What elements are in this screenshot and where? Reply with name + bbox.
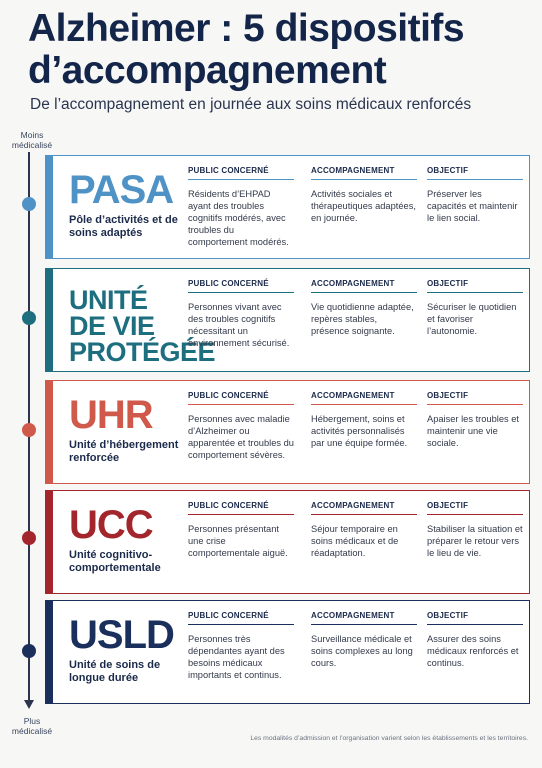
col-head-objectif: OBJECTIF: [427, 279, 523, 293]
col-head-accompagnement: ACCOMPAGNEMENT: [311, 279, 417, 293]
device-full-name: Unité d’hébergement renforcée: [69, 439, 179, 464]
col-head-public: PUBLIC CONCERNÉ: [188, 501, 294, 515]
col-head-public: PUBLIC CONCERNÉ: [188, 611, 294, 625]
device-full-name: Unité de soins de longue durée: [69, 659, 161, 684]
card-usld: [45, 600, 530, 704]
device-abbr: UHR: [69, 393, 153, 437]
col-accompagnement: Vie quotidienne adaptée, repères stables, présence soignante.: [311, 302, 414, 336]
arrow-down-icon: [24, 700, 34, 709]
timeline-dot-usld: [22, 644, 36, 658]
card-unite-de-vie-protegee: [45, 268, 530, 372]
col-head-public: PUBLIC CONCERNÉ: [188, 391, 294, 405]
col-accompagnement: Surveillance médicale et soins complexes au long cours.: [311, 634, 413, 668]
col-objectif: Stabiliser la situation et préparer le retour vers le lieu de vie.: [427, 524, 523, 558]
footnote: Les modalités d’admission et l’organisation varient selon les établissements et les territoires.: [250, 735, 528, 742]
col-head-public: PUBLIC CONCERNÉ: [188, 166, 294, 180]
col-head-objectif: OBJECTIF: [427, 391, 523, 405]
device-abbr: UCC: [69, 503, 153, 547]
timeline-dot-ucc: [22, 531, 36, 545]
card-pasa: [45, 155, 530, 259]
axis-bottom-label: [4, 716, 60, 736]
col-accompagnement: Activités sociales et thérapeutiques adaptées, en journée.: [311, 189, 416, 223]
col-head-objectif: OBJECTIF: [427, 501, 523, 515]
col-objectif: Assurer des soins médicaux renforcés et continus.: [427, 634, 519, 668]
axis-bottom-line-1: Plus: [23, 716, 41, 726]
title-line-1: Alzheimer : 5 dispositifs: [28, 7, 465, 50]
device-abbr: USLD: [69, 613, 174, 657]
axis-top-line-1: Moins: [20, 130, 44, 140]
col-public: Personnes vivant avec des troubles cognitifs nécessitant un environnement sécurisé.: [188, 302, 290, 348]
title-line-2: d’accompagnement: [28, 49, 387, 92]
col-head-accompagnement: ACCOMPAGNEMENT: [311, 166, 417, 180]
page-subtitle: De l’accompagnement en journée aux soins médicaux renforcés: [30, 96, 472, 113]
device-abbr-line-1: UNITÉ: [69, 285, 148, 315]
col-public: Personnes avec maladie d’Alzheimer ou apparentée et troubles du comportement sévères.: [188, 414, 294, 460]
col-public: Personnes présentant une crise comportementale aiguë.: [188, 524, 288, 558]
col-head-objectif: OBJECTIF: [427, 611, 523, 625]
axis-top-label: [4, 130, 60, 150]
card-ucc: [45, 490, 530, 594]
axis-top-line-2: médicalisé: [11, 140, 53, 150]
timeline-dot-uhr: [22, 423, 36, 437]
col-head-public: PUBLIC CONCERNÉ: [188, 279, 294, 293]
col-head-objectif: OBJECTIF: [427, 166, 523, 180]
timeline-dot-pasa: [22, 197, 36, 211]
col-head-accompagnement: ACCOMPAGNEMENT: [311, 391, 417, 405]
page-title: [28, 8, 528, 92]
col-accompagnement: Séjour temporaire en soins médicaux et de réadaptation.: [311, 524, 399, 558]
card-uhr: [45, 380, 530, 484]
col-accompagnement: Hébergement, soins et activités personnalisés par une équipe formée.: [311, 414, 408, 448]
timeline-dot-uvp: [22, 311, 36, 325]
device-full-name: Pôle d’activités et de soins adaptés: [69, 214, 178, 239]
device-abbr-line-2: DE VIE: [69, 311, 155, 341]
device-abbr: PASA: [69, 168, 174, 212]
col-public: Résidents d’EHPAD ayant des troubles cognitifs modérés, avec troubles du comportement modérés.: [188, 189, 289, 247]
axis-bottom-line-2: médicalisé: [11, 726, 53, 736]
col-head-accompagnement: ACCOMPAGNEMENT: [311, 611, 417, 625]
col-public: Personnes très dépendantes ayant des besoins médicaux importants et continus.: [188, 634, 285, 680]
col-head-accompagnement: ACCOMPAGNEMENT: [311, 501, 417, 515]
device-abbr-line-3: PROTÉGÉE: [69, 337, 216, 367]
col-objectif: Apaiser les troubles et maintenir une vie sociale.: [427, 414, 519, 448]
col-objectif: Sécuriser le quotidien et favoriser l’autonomie.: [427, 302, 517, 336]
col-objectif: Préserver les capacités et maintenir le lien social.: [427, 189, 518, 223]
device-full-name: Unité cognitivo-comportementale: [69, 549, 161, 574]
